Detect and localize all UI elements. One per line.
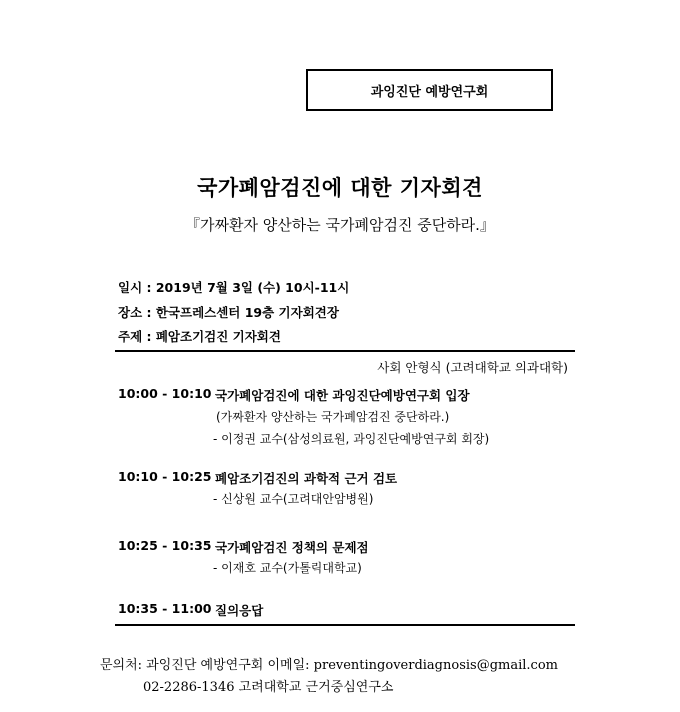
divider-bottom [115,624,575,626]
info-date [118,278,349,296]
session-3-line-1: - 이재호 교수(가톨릭대학교) [213,561,362,575]
divider-top [115,350,575,352]
contact-line-2: 02-2286-1346 고려대학교 근거중심연구소 [143,680,394,695]
page-title: 국가폐암검진에 대한 기자회견 [197,176,483,200]
moderator: 사회 안형식 (고려대학교 의과대학) [377,360,568,375]
session-4-title: 질의응답 [215,603,264,618]
info-separator: : [142,305,156,320]
organization-box [306,69,553,111]
session-1-line-1: (가짜환자 양산하는 국가폐암검진 중단하라.) [216,410,450,424]
contact-line-1: 문의처: 과잉진단 예방연구회 이메일: preventingoverdiagnosis@gmail.com [100,658,558,673]
info-value: 폐암조기검진 기자회견 [155,329,281,344]
info-label: 장소 [118,305,143,320]
info-topic [118,327,281,345]
session-1-line-2: - 이정권 교수(삼성의료원, 과잉진단예방연구회 회장) [213,432,490,446]
session-2-title: 폐암조기검진의 과학적 근거 검토 [215,471,398,486]
session-2-time: 10:10 - 10:25 [118,469,212,484]
organization-name: 과잉진단 예방연구회 [370,84,489,100]
info-separator: : [142,329,156,344]
page-subtitle: 『가짜환자 양산하는 국가폐암검진 중단하라.』 [185,216,495,234]
info-separator: : [142,280,156,295]
session-3-time: 10:25 - 10:35 [118,538,212,553]
info-label: 일시 [118,280,143,295]
info-value: 한국프레스센터 19층 기자회견장 [155,305,339,320]
session-4-time: 10:35 - 11:00 [118,601,212,616]
session-3-title: 국가폐암검진 정책의 문제점 [215,540,369,555]
session-2-line-1: - 신상원 교수(고려대안암병원) [213,492,374,506]
info-venue [118,303,339,321]
session-1-time: 10:00 - 10:10 [118,386,212,401]
info-label: 주제 [118,329,143,344]
info-value: 2019년 7월 3일 (수) 10시-11시 [155,280,350,295]
session-1-title: 국가폐암검진에 대한 과잉진단예방연구회 입장 [215,388,470,403]
